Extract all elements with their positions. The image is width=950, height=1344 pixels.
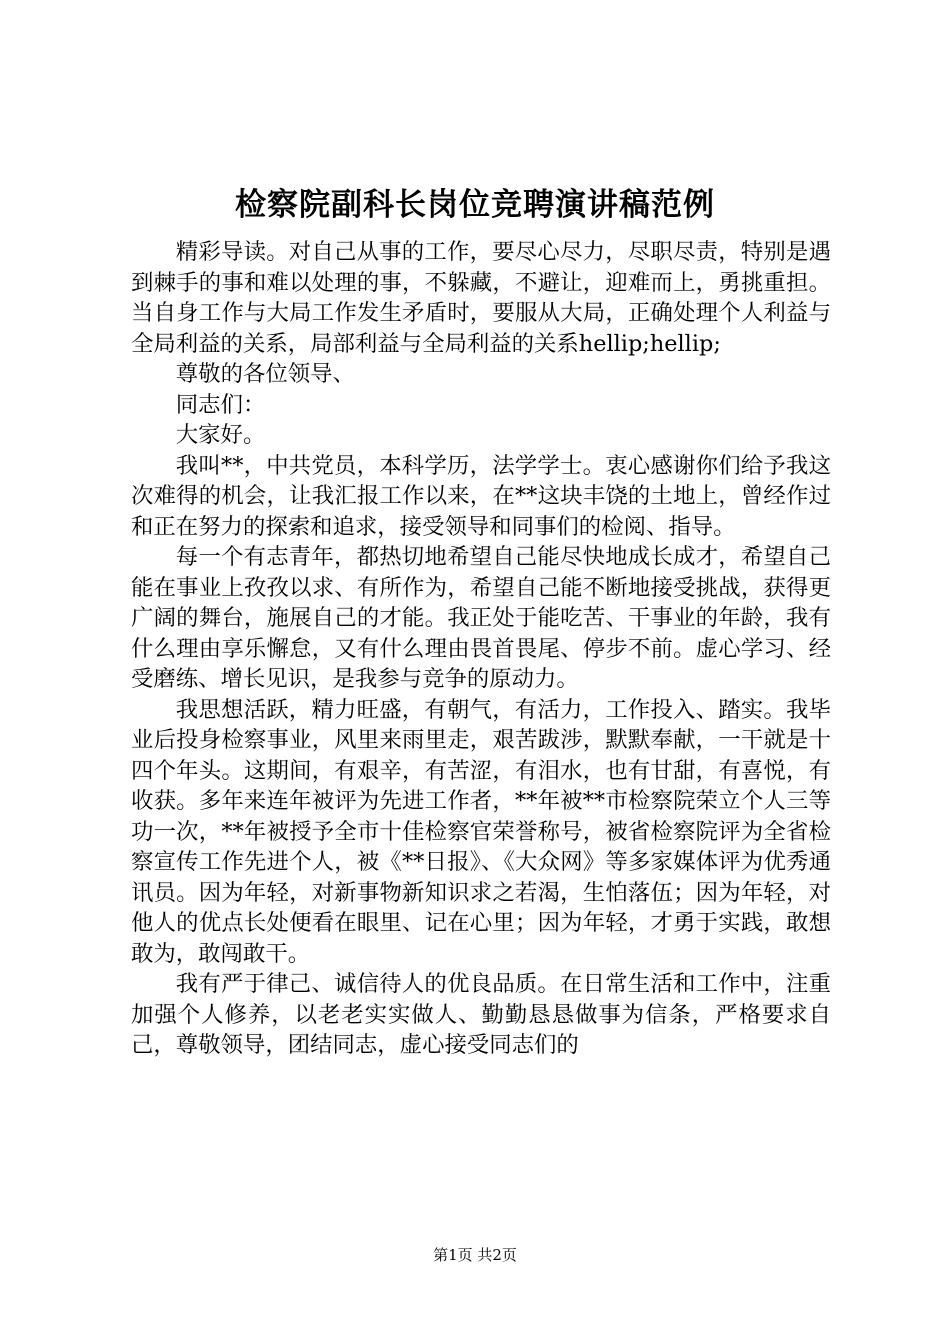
document-title: 检察院副科长岗位竞聘演讲稿范例 (235, 187, 715, 223)
page-footer: 第1页 共2页 (433, 1246, 517, 1264)
paragraph-self-intro: 我叫**，中共党员，本科学历，法学学士。衷心感谢你们给予我这次难得的机会，让我汇报工作以来，在**这块丰饶的土地上，曾经作过和正在努力的探索和追求，接受领导和同事们的检阅、指导。 (131, 452, 831, 540)
paragraph-greeting: 大家好。 (175, 422, 266, 448)
paragraph-salutation-2: 同志们： (175, 391, 266, 418)
paragraph-intro: 精彩导读。对自己从事的工作，要尽心尽力，尽职尽责，特别是遇到棘手的事和难以处理的事，不躲藏，不避让，迎难而上，勇挑重担。当自身工作与大局工作发生矛盾时，要服从大局，正确处理个人利益与全局利益的关系，局部利益与全局利益的关系hellip;hellip; (131, 239, 831, 357)
paragraph-salutation: 尊敬的各位领导、 (175, 361, 355, 387)
paragraph-motivation: 每一个有志青年，都热切地希望自己能尽快地成长成才，希望自己能在事业上孜孜以求、有所作为，希望自己能不断地接受挑战，获得更广阔的舞台，施展自己的才能。我正处于能吃苦、干事业的年龄，我有什么理由享乐懈怠，又有什么理由畏首畏尾、停步不前。虚心学习、经受磨练、增长见识，是我参与竞争的原动力。 (131, 544, 831, 692)
document-body (131, 237, 831, 1061)
paragraph-character: 我有严于律己、诚信待人的优良品质。在日常生活和工作中，注重加强个人修养，以老老实实做人、勤勤恳恳做事为信条，严格要求自己，尊敬领导，团结同志，虚心接受同志们的 (131, 971, 831, 1058)
paragraph-experience: 我思想活跃，精力旺盛，有朝气，有活力，工作投入、踏实。我毕业后投身检察事业，风里来雨里走，艰苦跋涉，默默奉献，一干就是十四个年头。这期间，有艰辛，有苦涩，有泪水，也有甘甜，有喜悦，有收获。多年来连年被评为先进工作者，**年被**市检察院荣立个人三等功一次，**年被授予全市十佳检察官荣誉称号，被省检察院评为全省检察宣传工作先进个人，被《**日报》、《大众网》等多家媒体评为优秀通讯员。因为年轻，对新事物新知识求之若渴，生怕落伍；因为年轻，对他人的优点长处便看在眼里、记在心里；因为年轻，才勇于实践，敢想敢为，敢闯敢干。 (131, 696, 831, 967)
